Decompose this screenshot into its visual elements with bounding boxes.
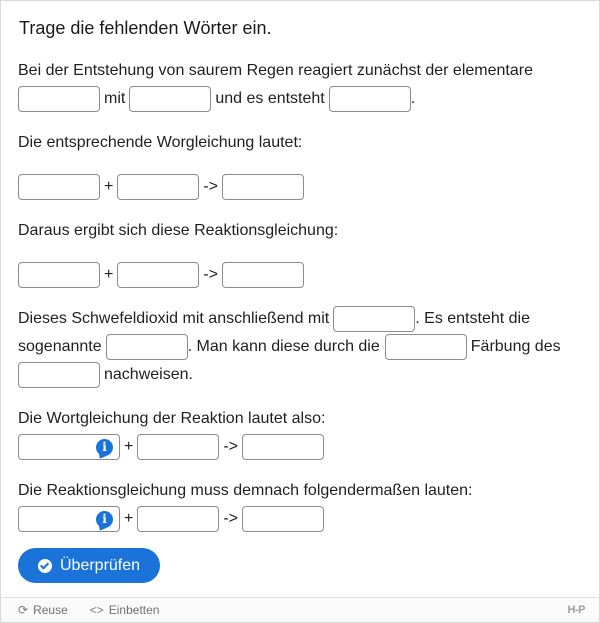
- answer-blank[interactable]: [18, 86, 100, 112]
- answer-blank[interactable]: [137, 434, 219, 460]
- check-button[interactable]: [18, 548, 160, 583]
- text-line: [18, 305, 585, 333]
- sentence-text: Bei der Entstehung von saurem Regen reagiert zunächst der elementare: [18, 62, 533, 79]
- answer-blank[interactable]: [106, 334, 188, 360]
- footer-bar: [1, 597, 599, 622]
- answer-blank[interactable]: [129, 86, 211, 112]
- equation-line: [18, 261, 585, 289]
- text-line: [18, 217, 585, 245]
- reuse-label: Reuse: [33, 603, 68, 617]
- info-icon[interactable]: i: [96, 511, 113, 528]
- sentence-text: mit: [104, 90, 126, 107]
- answer-blank[interactable]: [117, 174, 199, 200]
- text-line: [18, 85, 585, 113]
- equation-line: [18, 173, 585, 201]
- sentence-text: . Es entsteht die: [415, 310, 530, 327]
- sentence-text: .: [410, 90, 416, 107]
- plus-symbol: +: [104, 178, 114, 195]
- task-title: Trage die fehlenden Wörter ein.: [19, 18, 272, 38]
- h5p-logo[interactable]: H-P: [567, 604, 585, 616]
- answer-blank[interactable]: [222, 174, 304, 200]
- answer-blank[interactable]: [333, 306, 415, 332]
- info-icon[interactable]: i: [96, 439, 113, 456]
- equation-line: [18, 433, 585, 461]
- text-line: [18, 57, 585, 85]
- answer-blank[interactable]: [242, 506, 324, 532]
- plus-symbol: +: [124, 438, 134, 455]
- plus-symbol: +: [104, 266, 114, 283]
- sentence-text: nachweisen.: [104, 366, 193, 383]
- arrow-symbol: ->: [223, 438, 239, 455]
- sentence-text: . Man kann diese durch die: [187, 338, 380, 355]
- answer-blank[interactable]: [137, 506, 219, 532]
- reuse-link[interactable]: [18, 603, 68, 617]
- sentence-text: Daraus ergibt sich diese Reaktionsgleichung:: [18, 222, 339, 239]
- sentence-text: Färbung des: [470, 338, 561, 355]
- text-line: [18, 333, 585, 361]
- check-circle-icon: [38, 559, 52, 573]
- answer-blank[interactable]: [18, 174, 100, 200]
- text-line: [18, 405, 585, 433]
- sentence-text: Die entsprechende Worgleichung lautet:: [18, 134, 303, 151]
- plus-symbol: +: [124, 510, 134, 527]
- answer-blank[interactable]: [242, 434, 324, 460]
- equation-line: [18, 505, 585, 533]
- answer-blank-with-tip[interactable]: [18, 506, 120, 532]
- answer-blank[interactable]: [385, 334, 467, 360]
- arrow-symbol: ->: [203, 266, 219, 283]
- fill-in-content: [18, 57, 585, 533]
- arrow-symbol: ->: [223, 510, 239, 527]
- sentence-text: Dieses Schwefeldioxid mit anschließend mit: [18, 310, 330, 327]
- embed-icon: <>: [89, 603, 104, 617]
- sentence-text: Die Wortgleichung der Reaktion lautet also:: [18, 410, 326, 427]
- embed-link[interactable]: [90, 603, 160, 617]
- sentence-text: sogenannte: [18, 338, 102, 355]
- text-line: [18, 361, 585, 389]
- answer-blank[interactable]: [329, 86, 411, 112]
- embed-label: Einbetten: [108, 603, 160, 617]
- arrow-symbol: ->: [203, 178, 219, 195]
- answer-blank[interactable]: [222, 262, 304, 288]
- answer-blank[interactable]: [117, 262, 199, 288]
- answer-blank[interactable]: [18, 362, 100, 388]
- text-line: [18, 129, 585, 157]
- answer-blank-with-tip[interactable]: [18, 434, 120, 460]
- check-button-label: Überprüfen: [60, 556, 141, 574]
- text-line: [18, 477, 585, 505]
- answer-blank[interactable]: [18, 262, 100, 288]
- reuse-icon: ⟳: [18, 603, 29, 617]
- sentence-text: Die Reaktionsgleichung muss demnach folgendermaßen lauten:: [18, 482, 473, 499]
- sentence-text: und es entsteht: [215, 90, 325, 107]
